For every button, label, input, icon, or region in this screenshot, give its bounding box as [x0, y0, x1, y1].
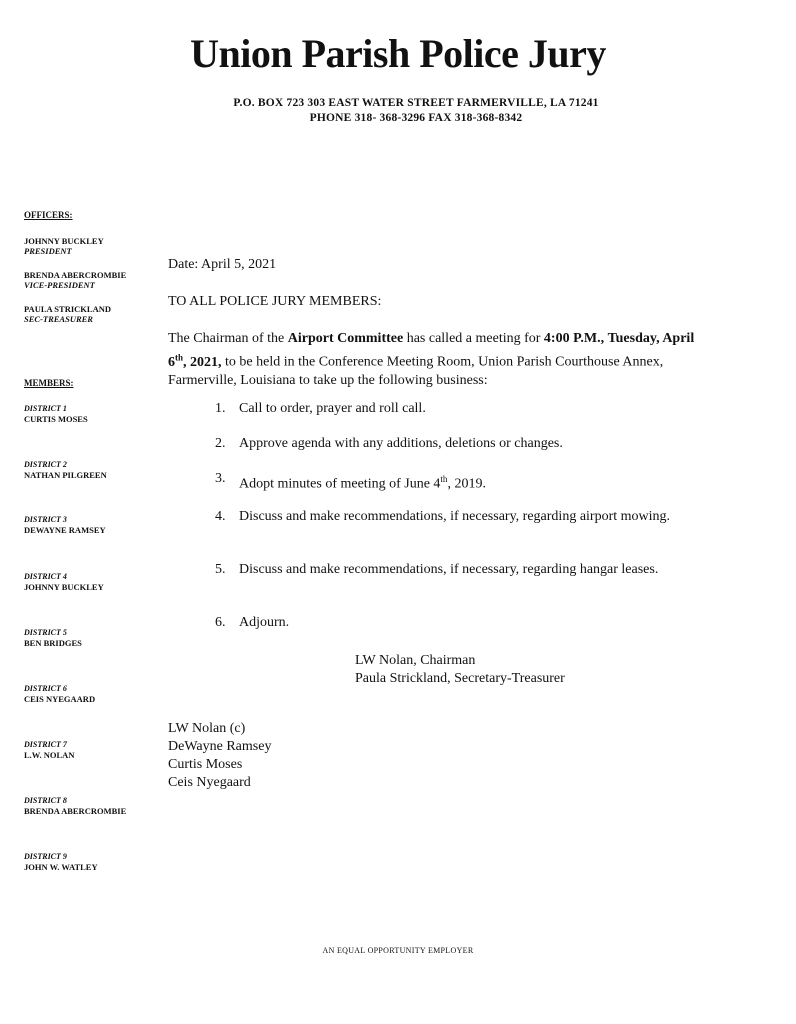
- member-entry: [24, 852, 98, 872]
- member-name: JOHN W. WATLEY: [24, 862, 98, 872]
- member-name: BRENDA ABERCROMBIE: [24, 806, 127, 816]
- meeting-day-text: Tuesday, April 6: [168, 331, 695, 370]
- paragraph-text: has called a meeting for: [403, 331, 544, 346]
- committee-member: Curtis Moses: [168, 757, 243, 772]
- agenda-number: 1.: [215, 401, 226, 416]
- officer-entry: [24, 236, 104, 256]
- agenda-number: 2.: [215, 436, 226, 451]
- letterhead-title: Union Parish Police Jury: [190, 31, 606, 76]
- member-district: DISTRICT 1: [24, 404, 67, 413]
- member-name: BEN BRIDGES: [24, 638, 82, 648]
- member-entry: [24, 572, 104, 592]
- member-name: DEWAYNE RAMSEY: [24, 525, 106, 535]
- officer-name: BRENDA ABERCROMBIE: [24, 270, 127, 280]
- member-entry: [24, 404, 88, 424]
- agenda-number: 5.: [215, 562, 226, 577]
- agenda-item: [215, 470, 685, 494]
- member-district: DISTRICT 4: [24, 572, 67, 581]
- member-name: L.W. NOLAN: [24, 750, 75, 760]
- secretary-signature: Paula Strickland, Secretary-Treasurer: [355, 671, 565, 686]
- agenda-number: 6.: [215, 615, 226, 630]
- member-entry: [24, 460, 107, 480]
- phone-line: PHONE 318- 368-3296 FAX 318-368-8342: [309, 112, 523, 124]
- meeting-year: , 2021,: [183, 354, 222, 370]
- member-name: CEIS NYEGAARD: [24, 694, 96, 704]
- officer-name: JOHNNY BUCKLEY: [24, 236, 104, 246]
- agenda-item: [215, 614, 685, 632]
- member-district: DISTRICT 6: [24, 684, 67, 693]
- agenda-item: [215, 400, 685, 418]
- member-district: DISTRICT 9: [24, 852, 67, 861]
- officer-name: PAULA STRICKLAND: [24, 304, 111, 314]
- agenda-text: Discuss and make recommendations, if necessary, regarding airport mowing.: [239, 509, 671, 524]
- officer-entry: [24, 304, 111, 324]
- agenda-number: 4.: [215, 509, 226, 524]
- agenda-text: Approve agenda with any additions, deletions or changes.: [239, 436, 563, 451]
- agenda-text: Discuss and make recommendations, if necessary, regarding hangar leases.: [239, 562, 659, 577]
- paragraph-text: to be held in the Conference Meeting Room, Union Parish Courthouse Annex, Farmerville, Louisiana to take up the following business:: [168, 354, 664, 388]
- footer-note: AN EQUAL OPPORTUNITY EMPLOYER: [322, 946, 474, 955]
- address-line: P.O. BOX 723 303 EAST WATER STREET FARMERVILLE, LA 71241: [233, 97, 599, 109]
- committee-member: DeWayne Ramsey: [168, 739, 272, 754]
- agenda-text-suffix: th: [440, 474, 448, 484]
- agenda-item: [215, 508, 685, 526]
- agenda-text: Adjourn.: [239, 615, 290, 630]
- committee-member: Ceis Nyegaard: [168, 775, 251, 790]
- member-name: CURTIS MOSES: [24, 414, 88, 424]
- officer-role: PRESIDENT: [24, 246, 72, 256]
- letter-date: Date: April 5, 2021: [168, 257, 277, 272]
- officers-heading: OFFICERS:: [24, 210, 73, 220]
- meeting-notice-paragraph: [168, 330, 708, 390]
- chairman-signature: LW Nolan, Chairman: [355, 653, 476, 668]
- agenda-text: Call to order, prayer and roll call.: [239, 401, 426, 416]
- member-entry: [24, 628, 82, 648]
- member-entry: [24, 796, 126, 816]
- member-name: NATHAN PILGREEN: [24, 470, 107, 480]
- paragraph-text: The Chairman of the: [168, 331, 288, 346]
- member-entry: [24, 684, 95, 704]
- agenda-item: [215, 561, 685, 579]
- agenda-text-end: , 2019.: [447, 476, 486, 492]
- officer-role: SEC-TREASURER: [24, 314, 93, 324]
- committee-name: Airport Committee: [287, 331, 404, 346]
- member-entry: [24, 515, 106, 535]
- meeting-day-suffix: th: [175, 352, 184, 362]
- salutation: TO ALL POLICE JURY MEMBERS:: [168, 294, 382, 309]
- committee-member: LW Nolan (c): [168, 721, 246, 736]
- meeting-time: 4:00 P.M.,: [543, 331, 605, 346]
- agenda-text: Adopt minutes of meeting of June 4: [239, 476, 441, 492]
- agenda-number: 3.: [215, 471, 226, 486]
- member-district: DISTRICT 3: [24, 515, 67, 524]
- agenda-item: [215, 435, 685, 453]
- officer-role: VICE-PRESIDENT: [24, 280, 95, 290]
- agenda-text-wrap: [239, 470, 679, 494]
- member-district: DISTRICT 5: [24, 628, 67, 637]
- members-heading: MEMBERS:: [24, 378, 74, 388]
- officer-entry: [24, 270, 126, 290]
- member-district: DISTRICT 2: [24, 460, 67, 469]
- member-district: DISTRICT 7: [24, 740, 67, 749]
- member-name: JOHNNY BUCKLEY: [24, 582, 104, 592]
- member-entry: [24, 740, 74, 760]
- member-district: DISTRICT 8: [24, 796, 67, 805]
